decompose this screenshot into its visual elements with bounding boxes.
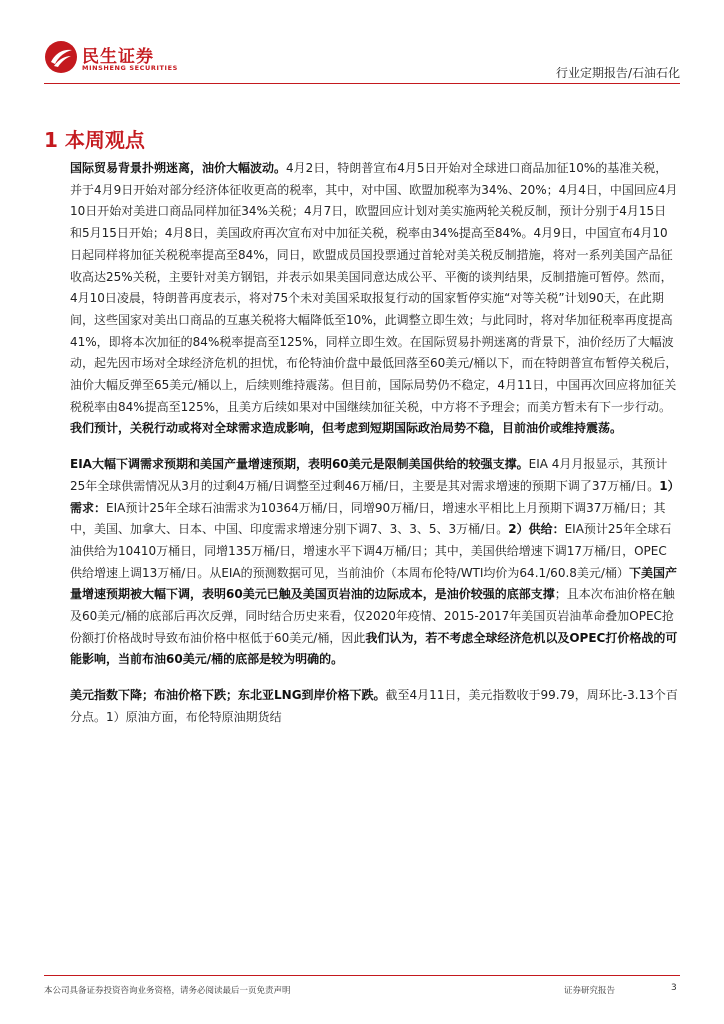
paragraph-text: EIA预计25年全球石油供给为10410万桶日，同增135万桶/日，增速水平下调4万桶/日；其中，美国供给增速下调17万桶/日，OPEC供给增速上调13万桶/日。从EIA的预测数据可见，当前油价（本周布伦特/WTI均价为64.1/60.8美元/桶） bbox=[70, 522, 672, 580]
section-title: 1 本周观点 bbox=[44, 128, 145, 152]
paragraph-market-prices bbox=[70, 685, 678, 728]
footer-report-type: 证券研究报告 bbox=[564, 986, 616, 996]
report-body bbox=[70, 158, 678, 743]
brand-logo bbox=[44, 40, 184, 76]
report-category: 行业定期报告/石油石化 bbox=[555, 66, 680, 80]
page-header bbox=[0, 0, 724, 92]
supply-label: 2）供给： bbox=[508, 522, 565, 537]
footer-disclaimer: 本公司具备证券投资咨询业务资格，请务必阅读最后一页免责声明 bbox=[44, 986, 291, 996]
paragraph-text: 4月2日，特朗普宣布4月5日开始对全球进口商品加征10%的基准关税，并于4月9日开始对部分经济体征收更高的税率，其中，对中国、欧盟加税率为34%、20%；4月4日，中国回应4月10日开始对美进口商品同样加征34%关税；4月7日，欧盟回应计划对美实施两轮关税反制，预计分别于4月15日和5月15日开始；4月8日，美国政府再次宣布对中加征关税，税率由34%提高至84%。4月9日，中国宣布4月10日起同样将加征关税税率提高至84%，同日，欧盟成员国投票通过首轮对美关税反制措施，将对一系列美国产品征收高达25%关税，主要针对美方钢铝，并表示如果美国同意达成公平、平衡的谈判结果，反制措施可暂停。然而，4月10日凌晨，特朗普再度表示，将对75个未对美国采取报复行动的国家暂停实施“对等关税”计划90天，在此期间，这些国家对美出口商品的互惠关税将大幅降低至10%，此调整立即生效；与此同时，将对华加征税率再度提高41%，即将本次加征的84%税率提高至125%，同样立即生效。在国际贸易扑朔迷离的背景下，油价经历了大幅波动，起先因市场对全球经济危机的担忧，布伦特油价盘中最低回落至60美元/桶以下，而在特朗普宣布暂停关税后，油价大幅反弹至65美元/桶以上，后续则维持震荡。但目前，国际局势仍不稳定，4月11日，中国再次回应将加征关税税率由84%提高至125%，且美方后续如果对中国继续加征关税，中方将不予理会；而美方暂未有下一步行动。 bbox=[70, 161, 678, 414]
paragraph-lead: EIA大幅下调需求预期和美国产量增速预期，表明60美元是限制美国供给的较强支撑。 bbox=[70, 457, 529, 472]
footer-divider bbox=[44, 975, 680, 976]
paragraph-lead: 国际贸易背景扑朔迷离，油价大幅波动。 bbox=[70, 161, 287, 175]
paragraph-eia-forecast bbox=[70, 454, 678, 671]
paragraph-text: EIA 4月月报显示，其预计25年全球供需情况从3月的过剩4万桶/日调整至过剩46万桶/日，主要是其对需求增速的预期下调了37万桶/日。 bbox=[70, 457, 668, 493]
paragraph-conclusion: 我们预计，关税行动或将对全球需求造成影响，但考虑到短期国际政治局势不稳，目前油价或维持震荡。 bbox=[70, 421, 623, 436]
demand-label: 1）需求： bbox=[70, 478, 674, 515]
paragraph-text: ；且本次布油价格在触及60美元/桶的底部后再次反弹，同时结合历史来看，仅2020年疫情、2015-2017年美国页岩油革命叠加OPEC抢份额打价格战时导致布油价格中枢低于60美元/桶，因此 bbox=[70, 587, 675, 645]
paragraph-text: 截至4月11日，美元指数收于99.79，周环比-3.13个百分点。1）原油方面，布伦特原油期货结 bbox=[70, 688, 678, 724]
header-divider bbox=[44, 83, 680, 84]
paragraph-trade-tariffs bbox=[70, 158, 678, 440]
paragraph-lead: 美元指数下降；布油价格下跌；东北亚LNG到岸价格下跌。 bbox=[70, 688, 386, 703]
paragraph-emphasis: 下美国产量增速预期被大幅下调，表明60美元已触及美国页岩油的边际成本，是油价较强的底部支撑 bbox=[70, 565, 677, 602]
brand-name-cn: 民生证券 bbox=[82, 47, 154, 67]
page-number: 3 bbox=[671, 983, 677, 993]
paragraph-conclusion: 我们认为，若不考虑全球经济危机以及OPEC打价格战的可能影响，当前布油60美元/桶的底部是较为明确的。 bbox=[70, 630, 678, 667]
paragraph-text: EIA预计25年全球石油需求为10364万桶/日，同增90万桶/日，增速水平相比上月预期下调37万桶/日；其中，美国、加拿大、日本、中国、印度需求增速分别下调7、3、3、5、3万桶/日。 bbox=[70, 500, 666, 537]
brand-name-en: MINSHENG SECURITIES bbox=[82, 64, 178, 72]
minsheng-logo-icon bbox=[44, 40, 78, 74]
